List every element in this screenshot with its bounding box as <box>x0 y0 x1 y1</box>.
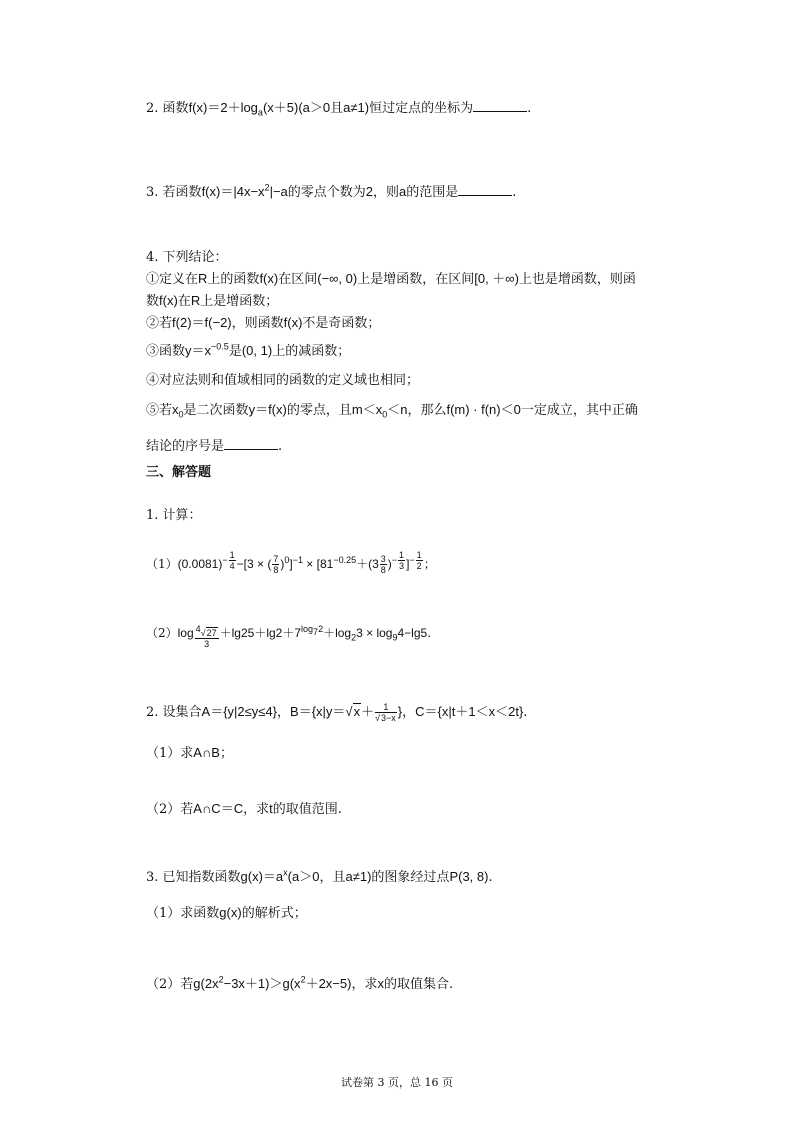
section-heading: 三、解答题 <box>146 465 212 480</box>
statement-5-cont: 结论的序号是 . <box>146 439 283 454</box>
statement-1: ①定义在R上的函数f(x)在区间(−∞, 0)上是增函数，在区间[0, ＋∞)上也是增函数，则函 <box>146 271 636 287</box>
fraction: 4√27 3 <box>195 623 217 649</box>
problem-1-part-2: （2）log $_{\frac{^4√27}{3}}$ $+\lg 25+\lg 2+7^{log_72}+\log_23 \times \log_94-\lg 5$. <box>146 623 432 649</box>
answer-blank <box>458 183 512 196</box>
question-2: 2. 函数$f(x)=2+\log_a(x+5)(a>0$且a≠1)恒过定点的坐标为 . <box>146 100 532 118</box>
fraction: $\frac{1}{3}$ <box>399 550 405 571</box>
fraction: $\frac{7}{8}$ <box>273 553 279 575</box>
fraction: $\frac{1}{√3-x}$ <box>375 702 396 723</box>
statement-2: ②若f(2)＝f(−2)，则函数f(x)不是奇函数； <box>146 315 381 331</box>
problem-2: 2. 设集合A＝{y|2≤y≤4}，B＝{x|y＝√x＋ $\frac{1}{√3-x}$ }，C＝{x|t＋1＜x＜2t}. <box>146 702 528 723</box>
problem-1-part-1: $(1)(0.0081)^{- \frac{1}{4}}$ −[3 × ( $\frac{7}{8}$ )$^0]^{-1} \times [81^{-0.25}+(3$ $\frac{3}{8}$ )$^{- \frac{1}{3}}$ ]$^{- \frac{1}{2}}$ ； <box>146 550 436 575</box>
problem-3: 3. 已知指数函数$g(x)=a^x(a>0$，且a≠1)的图象经过点P(3, 8). <box>146 867 493 885</box>
statement-5: ⑤若$x_0$是二次函数y＝f(x)的零点，且$m<x_0<n$，那么f(m) · f(n)＜0一定成立，其中正确 <box>146 402 638 420</box>
answer-blank <box>473 99 527 112</box>
question-4-intro: 4. 下列结论： <box>146 250 228 265</box>
problem-3-part-1: （1）求函数g(x)的解析式； <box>146 905 307 921</box>
problem-1-title: 1. 计算： <box>146 508 202 523</box>
page-footer: 试卷第 3 页，总 16 页 <box>341 1076 453 1089</box>
statement-3: ③函数$y=x^{-0.5}$是(0, 1)上的减函数； <box>146 341 351 359</box>
statement-4: ④对应法则和值域相同的函数的定义域也相同； <box>146 373 420 388</box>
question-3: 3. 若函数$f(x)=|4x-x^2|-a$的零点个数为2，则a的范围是 . <box>146 182 517 200</box>
statement-1-cont: 数f(x)在R上是增函数； <box>146 293 279 309</box>
answer-blank <box>224 437 278 450</box>
fraction: $\frac{1}{4}$ <box>229 550 235 571</box>
fraction: $\frac{3}{8}$ <box>380 553 386 575</box>
question-number: 3. <box>146 185 159 200</box>
fraction: $\frac{1}{2}$ <box>416 550 422 571</box>
question-number: 2. <box>146 101 159 116</box>
problem-2-part-2: （2）若A∩C＝C，求t的取值范围. <box>146 801 342 817</box>
problem-3-part-2: （2）若$g(2x^2-3x+1)>g(x^2+2x-5)$，求x的取值集合. <box>146 974 454 992</box>
problem-2-part-1: （1）求A∩B； <box>146 745 233 761</box>
